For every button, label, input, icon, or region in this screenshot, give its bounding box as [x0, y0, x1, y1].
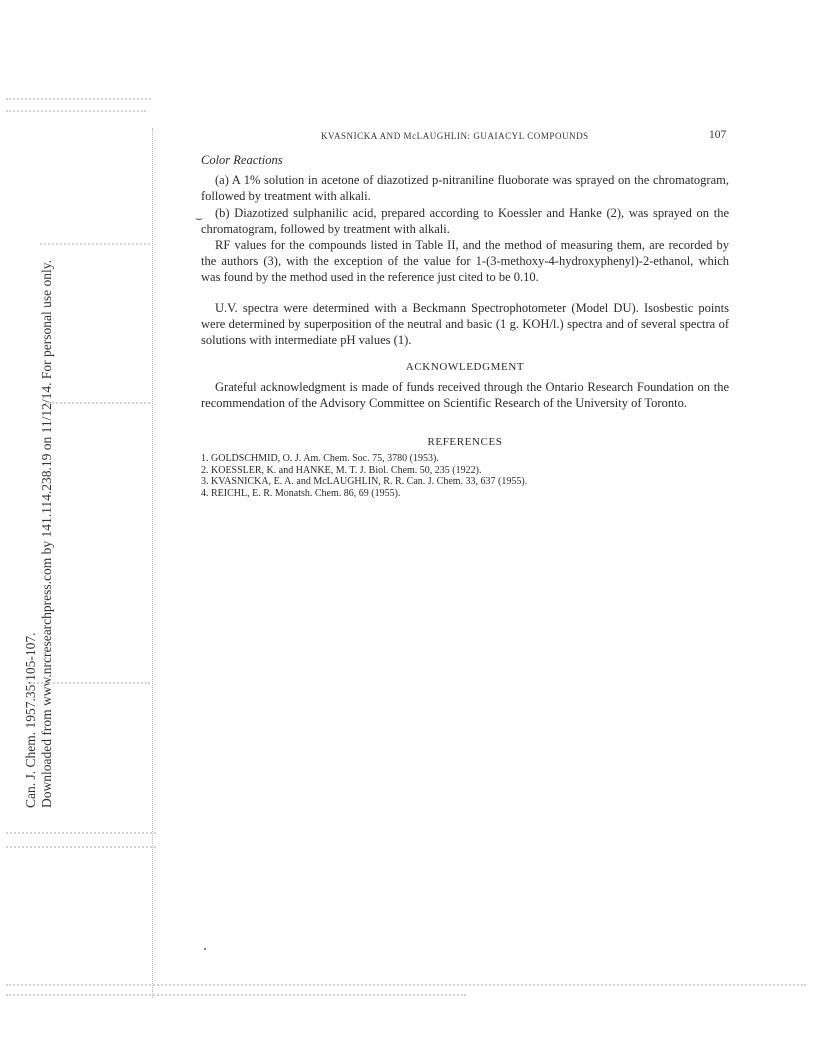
- citation-line: Can. J. Chem. 1957.35:105-107.: [23, 632, 38, 808]
- reference-item: 4. REICHL, E. R. Monatsh. Chem. 86, 69 (1955).: [201, 487, 401, 499]
- reference-item: 3. KVASNICKA, E. A. and McLAUGHLIN, R. R. Can. J. Chem. 33, 637 (1955).: [201, 476, 528, 487]
- scan-dot: [204, 948, 206, 950]
- scan-speck: [6, 832, 156, 834]
- reference-list: [201, 453, 729, 499]
- paragraph-color-reaction-a: (a) A 1% solution in acetone of diazotized p-nitraniline fluoborate was sprayed on the chromatogram, followed by treatment with alkali.: [201, 173, 729, 203]
- margin-mark: ⌣: [195, 211, 203, 225]
- download-notice: [23, 260, 55, 808]
- acknowledgment-heading: ACKNOWLEDGMENT: [405, 361, 525, 373]
- references-heading: REFERENCES: [427, 436, 503, 448]
- scan-speck: [6, 846, 156, 848]
- acknowledgment-text: Grateful acknowledgment is made of funds received through the Ontario Research Foundation on the recommendation of the Advisory Committee on Scientific Research of the University of Toronto.: [201, 380, 729, 410]
- scan-speck: [30, 682, 150, 684]
- paragraph-uv-spectra: U.V. spectra were determined with a Beckmann Spectrophotometer (Model DU). Isosbestic points were determined by superposition of the neutral and basic (1 g. KOH/l.) spectra and of several spectra of solutions with intermediate pH values (1).: [201, 301, 729, 347]
- reference-item: 1. GOLDSCHMID, O. J. Am. Chem. Soc. 75, 3780 (1953).: [201, 453, 439, 464]
- margin-rule: [152, 128, 153, 998]
- running-head: KVASNICKA AND McLAUGHLIN: GUAIACYL COMPOUNDS: [321, 131, 589, 141]
- page-number: 107: [709, 129, 727, 141]
- download-line: Downloaded from www.nrcresearchpress.com by 141.114.238.19 on 11/12/14. For personal use only.: [39, 259, 54, 808]
- paragraph-rf-values: RF values for the compounds listed in Table II, and the method of measuring them, are recorded by the authors (3), with the exception of the value for 1-(3-methoxy-4-hydroxyphenyl)-2-ethanol, which was found by the method used in the reference just cited to be 0.10.: [201, 238, 729, 284]
- scan-speck: [6, 984, 806, 986]
- scan-speck: [45, 402, 150, 404]
- scan-speck: [6, 994, 466, 996]
- scan-speck: [6, 98, 151, 100]
- section-title: Color Reactions: [201, 153, 283, 167]
- paragraph-color-reaction-b: (b) Diazotized sulphanilic acid, prepared according to Koessler and Hanke (2), was sprayed on the chromatogram, followed by treatment with alkali.: [201, 206, 729, 236]
- scan-speck: [6, 110, 146, 112]
- scan-speck: [40, 243, 150, 245]
- reference-item: 2. KOESSLER, K. and HANKE, M. T. J. Biol. Chem. 50, 235 (1922).: [201, 464, 482, 476]
